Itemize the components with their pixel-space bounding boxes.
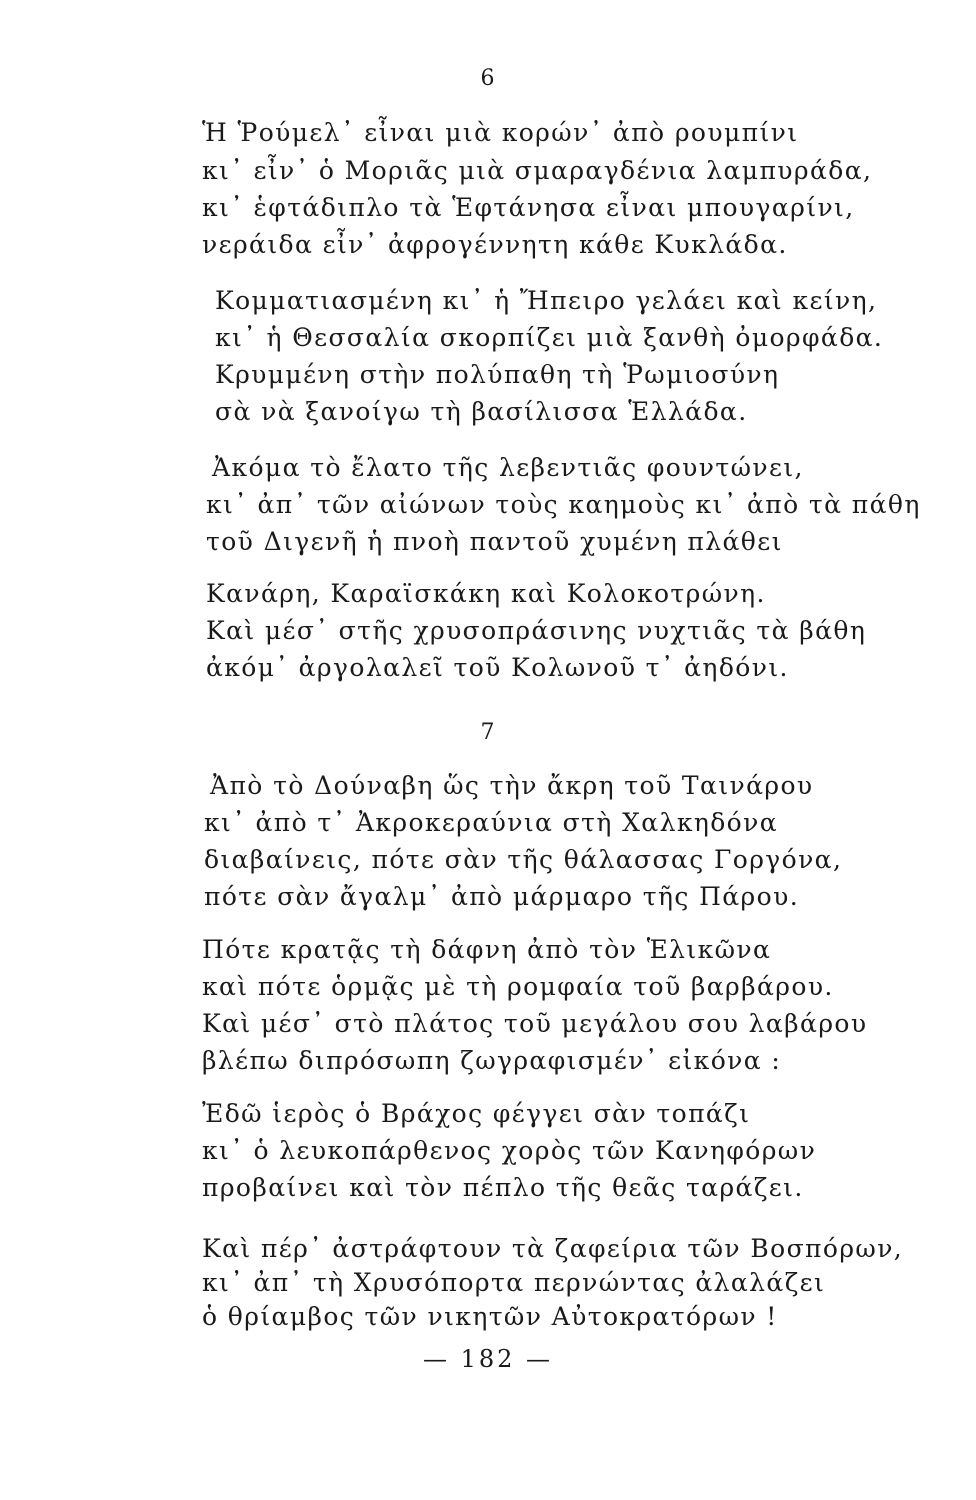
poem-line: Ἀκόμα τὸ ἔλατο τῆς λεβεντιᾶς φουντώνει, <box>212 453 804 482</box>
poem-line: κι᾽ ἀπ᾽ τὴ Χρυσόπορτα περνώντας ἀλαλάζει <box>202 1268 826 1297</box>
poem-line: νεράιδα εἶν᾽ ἀφρογέννητη κάθε Κυκλάδα. <box>202 230 788 259</box>
poem-line: κι᾽ ὁ λευκοπάρθενος χορὸς τῶν Κανηφόρων <box>202 1136 817 1165</box>
poem-line: κι᾽ εἶν᾽ ὁ Μοριᾶς μιὰ σμαραγδένια λαμπυράδα, <box>202 156 873 185</box>
poem-line: πότε σὰν ἄγαλμ᾽ ἀπὸ μάρμαρο τῆς Πάρου. <box>204 882 800 911</box>
poem-line: Ἡ Ῥούμελ᾽ εἶναι μιὰ κορών᾽ ἀπὸ ρουμπίνι <box>202 118 799 147</box>
poem-line: Ἐδῶ ἱερὸς ὁ Βράχος φέγγει σὰν τοπάζι <box>202 1099 751 1128</box>
poem-line: τοῦ Διγενῆ ἡ πνοὴ παντοῦ χυμένη πλάθει <box>206 527 783 556</box>
section-number: 7 <box>480 720 496 745</box>
poem-line: Κομματιασμένη κι᾽ ἡ Ἤπειρο γελάει καὶ κείνη, <box>215 286 878 315</box>
poem-line: βλέπω διπρόσωπη ζωγραφισμέν᾽ εἰκόνα : <box>202 1046 782 1075</box>
poem-line: Καὶ μέσ᾽ στὸ πλάτος τοῦ μεγάλου σου λαβάρου <box>202 1009 868 1038</box>
poem-line: Καὶ μέσ᾽ στῆς χρυσοπράσινης νυχτιᾶς τὰ βάθη <box>206 616 867 645</box>
poem-line: Καὶ πέρ᾽ ἀστράφτουν τὰ ζαφείρια τῶν Βοσπόρων, <box>202 1234 904 1263</box>
poem-line: ὁ θρίαμβος τῶν νικητῶν Αὐτοκρατόρων ! <box>202 1302 778 1331</box>
poem-line: Κανάρη, Καραϊσκάκη καὶ Κολοκοτρώνη. <box>206 579 766 608</box>
page-number: — 182 — <box>422 1345 554 1373</box>
poem-line: κι᾽ ἡ Θεσσαλία σκορπίζει μιὰ ξανθὴ ὀμορφάδα. <box>215 323 884 352</box>
poem-line: Πότε κρατᾷς τὴ δάφνη ἀπὸ τὸν Ἑλικῶνα <box>202 935 772 964</box>
poem-line: ἀκόμ᾽ ἀργολαλεῖ τοῦ Κολωνοῦ τ᾽ ἀηδόνι. <box>206 653 789 682</box>
poem-line: Ἀπὸ τὸ Δούναβη ὥς τὴν ἄκρη τοῦ Ταινάρου <box>210 771 814 800</box>
poem-line: καὶ πότε ὁρμᾷς μὲ τὴ ρομφαία τοῦ βαρβάρου. <box>202 972 834 1001</box>
poem-line: Κρυμμένη στὴν πολύπαθη τὴ Ῥωμιοσύνη <box>215 360 780 389</box>
poem-line: προβαίνει καὶ τὸν πέπλο τῆς θεᾶς ταράζει. <box>202 1173 804 1202</box>
poem-line: σὰ νὰ ξανοίγω τὴ βασίλισσα Ἑλλάδα. <box>215 397 748 426</box>
poem-line: κι᾽ ἀπὸ τ᾽ Ἀκροκεραύνια στὴ Χαλκηδόνα <box>204 808 779 837</box>
poem-line: διαβαίνεις, πότε σὰν τῆς θάλασσας Γοργόνα, <box>204 845 843 874</box>
poem-line: κι᾽ ἀπ᾽ τῶν αἰώνων τοὺς καημοὺς κι᾽ ἀπὸ τὰ πάθη <box>206 490 921 519</box>
poem-line: κι᾽ ἑφτάδιπλο τὰ Ἑφτάνησα εἶναι μπουγαρίνι, <box>202 193 855 222</box>
section-number: 6 <box>480 66 496 91</box>
